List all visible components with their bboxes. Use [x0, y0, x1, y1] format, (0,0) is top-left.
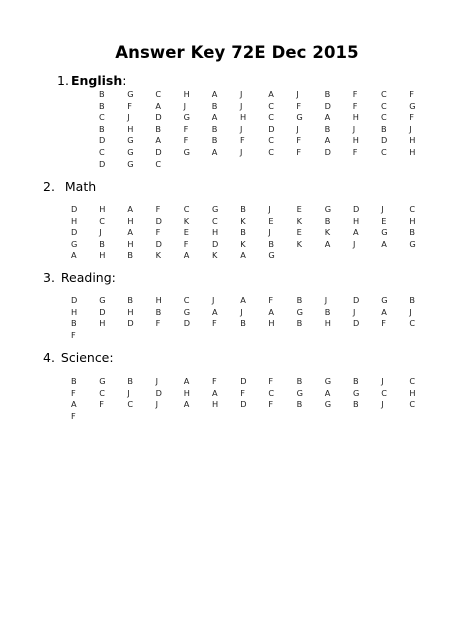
answer-letter: B [324, 215, 331, 226]
answer-letter: G [409, 238, 416, 249]
answer-letter: F [268, 399, 274, 410]
answer-letter: A [381, 238, 387, 249]
page-title: Answer Key 72E Dec 2015 [115, 43, 359, 62]
answer-letter: J [381, 204, 384, 214]
answer-letter: A [183, 250, 190, 261]
answer-letter: G [324, 376, 332, 386]
answer-letter: A [211, 112, 218, 123]
answer-letter: F [127, 100, 132, 111]
answer-letter: B [409, 227, 416, 238]
answer-letter: A [183, 376, 190, 386]
answer-letter: G [212, 204, 219, 214]
answer-letter: F [71, 329, 76, 340]
answer-letter: J [352, 123, 356, 134]
answer-letter: H [99, 318, 106, 329]
answer-letter: F [71, 410, 76, 421]
answer-letter: J [127, 112, 130, 123]
answer-letter: G [381, 227, 388, 238]
answer-letter: C [409, 318, 416, 329]
answer-letter: F [296, 146, 302, 157]
answer-letter: J [183, 100, 187, 111]
answer-letter: G [127, 158, 134, 169]
answer-letter: A [381, 306, 387, 317]
answer-letter: J [381, 376, 384, 386]
answer-letter: H [352, 112, 359, 123]
answer-letter: H [99, 204, 106, 214]
answer-letter: H [324, 318, 331, 329]
answer-letter: H [71, 215, 78, 226]
answer-letter: F [71, 387, 76, 398]
answer-letter: A [240, 250, 246, 261]
answer-letter: D [99, 158, 106, 169]
answer-letter: B [353, 399, 359, 410]
answer-letter: C [183, 295, 190, 305]
answer-letter: C [268, 135, 274, 146]
answer-letter: J [155, 399, 159, 410]
answer-letter: G [183, 112, 190, 123]
answer-letter: C [212, 215, 218, 226]
answer-letter: H [352, 135, 359, 146]
section-suffix: : [122, 73, 127, 88]
answer-letter: H [212, 227, 219, 238]
answer-letter: D [99, 135, 106, 146]
answer-letter: H [155, 295, 162, 305]
answer-letter: F [296, 135, 302, 146]
section-number: 2. [43, 179, 55, 194]
answer-letter: F [212, 376, 217, 386]
answer-letter: B [127, 250, 134, 261]
answer-letter: H [127, 238, 134, 249]
answer-letter: B [324, 306, 331, 317]
answer-letter: H [183, 387, 190, 398]
answer-letter: C [155, 158, 162, 169]
answer-letter: J [409, 123, 412, 134]
answer-letter: E [381, 215, 387, 226]
answer-letter: D [353, 295, 360, 305]
answer-letter: F [409, 112, 414, 123]
answer-letter: J [99, 227, 102, 238]
answer-letter: D [71, 227, 78, 238]
answer-letter: C [381, 112, 387, 123]
answer-letter: B [296, 376, 303, 386]
answer-letter: B [127, 376, 134, 386]
answer-letter: D [155, 146, 162, 157]
answer-letter: J [127, 387, 130, 398]
answer-letter: B [127, 295, 134, 305]
answer-letter: G [296, 387, 303, 398]
answer-letter: B [211, 135, 218, 146]
answer-letter: G [324, 399, 332, 410]
answer-letter: A [71, 250, 77, 261]
answer-letter: G [127, 146, 134, 157]
answer-letter: A [127, 227, 133, 238]
answer-letter: C [409, 204, 416, 214]
answer-letter: F [352, 89, 358, 99]
section-name: English [70, 73, 123, 88]
answer-letter: J [240, 146, 243, 157]
answer-letter: A [212, 306, 218, 317]
answer-letter: D [155, 112, 162, 123]
answer-letter: A [211, 89, 218, 99]
section-name: Reading [60, 270, 112, 285]
answer-letter: A [183, 399, 190, 410]
section-heading-math [43, 179, 96, 194]
answer-letter: H [127, 306, 134, 317]
answer-letter: B [353, 376, 359, 386]
answer-letter: J [324, 295, 328, 305]
answer-letter: E [183, 227, 189, 238]
answer-letter: B [324, 89, 331, 99]
answer-letter: C [99, 112, 105, 123]
answer-letter: E [296, 227, 302, 238]
answer-letter: C [268, 112, 274, 123]
answer-letter: G [99, 376, 106, 386]
answer-letter: C [99, 146, 105, 157]
answer-letter: C [99, 215, 105, 226]
section-suffix: : [109, 350, 114, 365]
answer-letter: H [71, 306, 78, 317]
section-heading-science [43, 350, 114, 365]
answer-letter: F [212, 318, 217, 329]
section-number: 1. [57, 73, 69, 88]
answer-letter: J [409, 306, 412, 317]
answer-letter: B [99, 89, 105, 99]
answer-letter: H [127, 215, 134, 226]
answer-letter: D [99, 306, 106, 317]
answer-letter: H [183, 89, 190, 99]
answer-letter: C [381, 100, 387, 111]
answer-letter: D [240, 376, 247, 386]
answer-letter: F [183, 238, 189, 249]
answer-letter: K [296, 215, 302, 226]
answer-letter: C [268, 146, 274, 157]
answer-letter: B [71, 376, 77, 386]
answer-letter: B [71, 318, 77, 329]
answer-letter: G [268, 250, 275, 261]
section-heading-reading [43, 270, 116, 285]
answer-letter: A [268, 89, 274, 99]
answer-letter: D [127, 318, 134, 329]
answer-letter: A [240, 295, 246, 305]
answer-letter: K [240, 238, 246, 249]
answer-letter: E [268, 215, 274, 226]
answer-letter: H [240, 112, 247, 123]
answer-letter: F [183, 135, 189, 146]
answer-letter: F [296, 100, 302, 111]
answer-letter: F [155, 204, 161, 214]
answer-letter: J [353, 306, 356, 317]
answer-letter: K [240, 215, 246, 226]
answer-letter: C [381, 387, 387, 398]
answer-letter: B [296, 295, 303, 305]
answer-letter: D [212, 238, 219, 249]
section-name: Science [60, 350, 110, 365]
answer-letter: J [296, 123, 299, 134]
answer-letter: B [155, 306, 162, 317]
answer-letter: B [99, 123, 105, 134]
answer-letter: H [353, 215, 360, 226]
section-heading-english [57, 73, 126, 88]
answer-letter: B [155, 123, 162, 134]
answer-letter: F [183, 123, 189, 134]
answer-letter: C [268, 100, 274, 111]
answer-letter: J [268, 204, 271, 214]
answer-letter: J [296, 89, 299, 99]
answer-letter: F [268, 376, 274, 386]
answer-letter: F [99, 399, 104, 410]
answer-letter: C [409, 399, 416, 410]
answer-letter: B [409, 295, 416, 305]
answer-letter: B [240, 318, 246, 329]
answer-letter: B [211, 100, 218, 111]
answer-letter: A [324, 135, 331, 146]
answer-letter: F [352, 100, 358, 111]
answer-letter: J [240, 89, 243, 99]
answer-letter: H [409, 215, 416, 226]
answer-letter: G [183, 146, 190, 157]
section-name: Math [64, 179, 97, 194]
answer-letter: A [155, 100, 161, 111]
answer-letter: A [268, 306, 274, 317]
answer-letter: B [99, 100, 105, 111]
answer-letter: A [324, 238, 331, 249]
answer-letter: D [268, 123, 275, 134]
answer-letter: C [99, 387, 105, 398]
answer-letter: C [409, 376, 416, 386]
answer-letter: J [353, 238, 356, 249]
answer-letter: B [381, 123, 387, 134]
answer-letter: H [268, 318, 275, 329]
answer-letter: G [353, 387, 360, 398]
answer-letter: E [296, 204, 302, 214]
answer-letter: K [324, 227, 331, 238]
answer-letter: J [381, 399, 384, 410]
answer-letter: B [296, 399, 303, 410]
answer-letter: D [324, 100, 331, 111]
answer-letter: K [183, 215, 190, 226]
answer-letter: C [183, 204, 190, 214]
answer-letter: C [155, 89, 162, 99]
answer-letter: A [212, 387, 218, 398]
answer-letter: D [353, 318, 360, 329]
answer-letter: G [296, 306, 303, 317]
answer-letter: C [268, 387, 275, 398]
answer-letter: B [99, 238, 105, 249]
answer-letter: G [71, 238, 78, 249]
answer-letter: D [155, 238, 162, 249]
answer-letter: B [324, 123, 331, 134]
answer-letter: J [240, 100, 243, 111]
answer-letter: F [155, 227, 161, 238]
answer-letter: A [155, 135, 161, 146]
answer-letter: B [268, 238, 275, 249]
section-number: 3. [43, 270, 55, 285]
answer-letter: G [183, 306, 191, 317]
answer-letter: G [127, 89, 134, 99]
answer-letter: B [211, 123, 218, 134]
answer-letter: J [240, 306, 243, 317]
answer-letter: J [155, 376, 159, 386]
answer-letter: H [127, 123, 134, 134]
answer-letter: K [296, 238, 302, 249]
answer-letter: A [211, 146, 218, 157]
answer-letter: F [240, 387, 245, 398]
answer-letter: G [99, 295, 106, 305]
answer-letter: K [212, 250, 218, 261]
answer-letter: H [409, 146, 416, 157]
answer-letter: G [381, 295, 388, 305]
answer-letter: C [381, 89, 387, 99]
answer-letter: F [268, 295, 274, 305]
answer-letter: K [155, 250, 161, 261]
section-suffix: : [111, 270, 116, 285]
answer-letter: D [71, 295, 78, 305]
answer-letter: A [324, 112, 331, 123]
answer-letter: G [409, 100, 416, 111]
answer-letter: A [71, 399, 77, 410]
answer-letter: D [324, 146, 331, 157]
answer-letter: G [324, 204, 332, 214]
answer-letter: F [155, 318, 161, 329]
answer-letter: H [212, 399, 219, 410]
answer-letter: H [409, 135, 416, 146]
answer-letter: J [240, 123, 243, 134]
answer-letter: G [127, 135, 134, 146]
answer-letter: D [353, 204, 360, 214]
answer-letter: B [296, 318, 303, 329]
answer-letter: F [352, 146, 358, 157]
answer-letter: C [381, 146, 387, 157]
answer-letter: H [99, 250, 106, 261]
answer-letter: D [381, 135, 388, 146]
answer-letter: B [240, 204, 246, 214]
answer-letter: D [155, 215, 162, 226]
answer-letter: D [240, 399, 247, 410]
answer-letter: J [212, 295, 215, 305]
answer-letter: J [268, 227, 271, 238]
answer-letter: B [240, 227, 246, 238]
answer-letter: A [127, 204, 133, 214]
answer-letter: D [155, 387, 162, 398]
answer-letter: G [296, 112, 303, 123]
answer-letter: A [353, 227, 359, 238]
answer-letter: F [381, 318, 386, 329]
answer-letter: D [71, 204, 78, 214]
answer-letter: H [409, 387, 416, 398]
answer-letter: D [183, 318, 191, 329]
section-number: 4. [43, 350, 55, 365]
answer-letter: A [324, 387, 331, 398]
answer-letter: F [240, 135, 245, 146]
answer-letter: C [127, 399, 134, 410]
answer-letter: F [409, 89, 414, 99]
